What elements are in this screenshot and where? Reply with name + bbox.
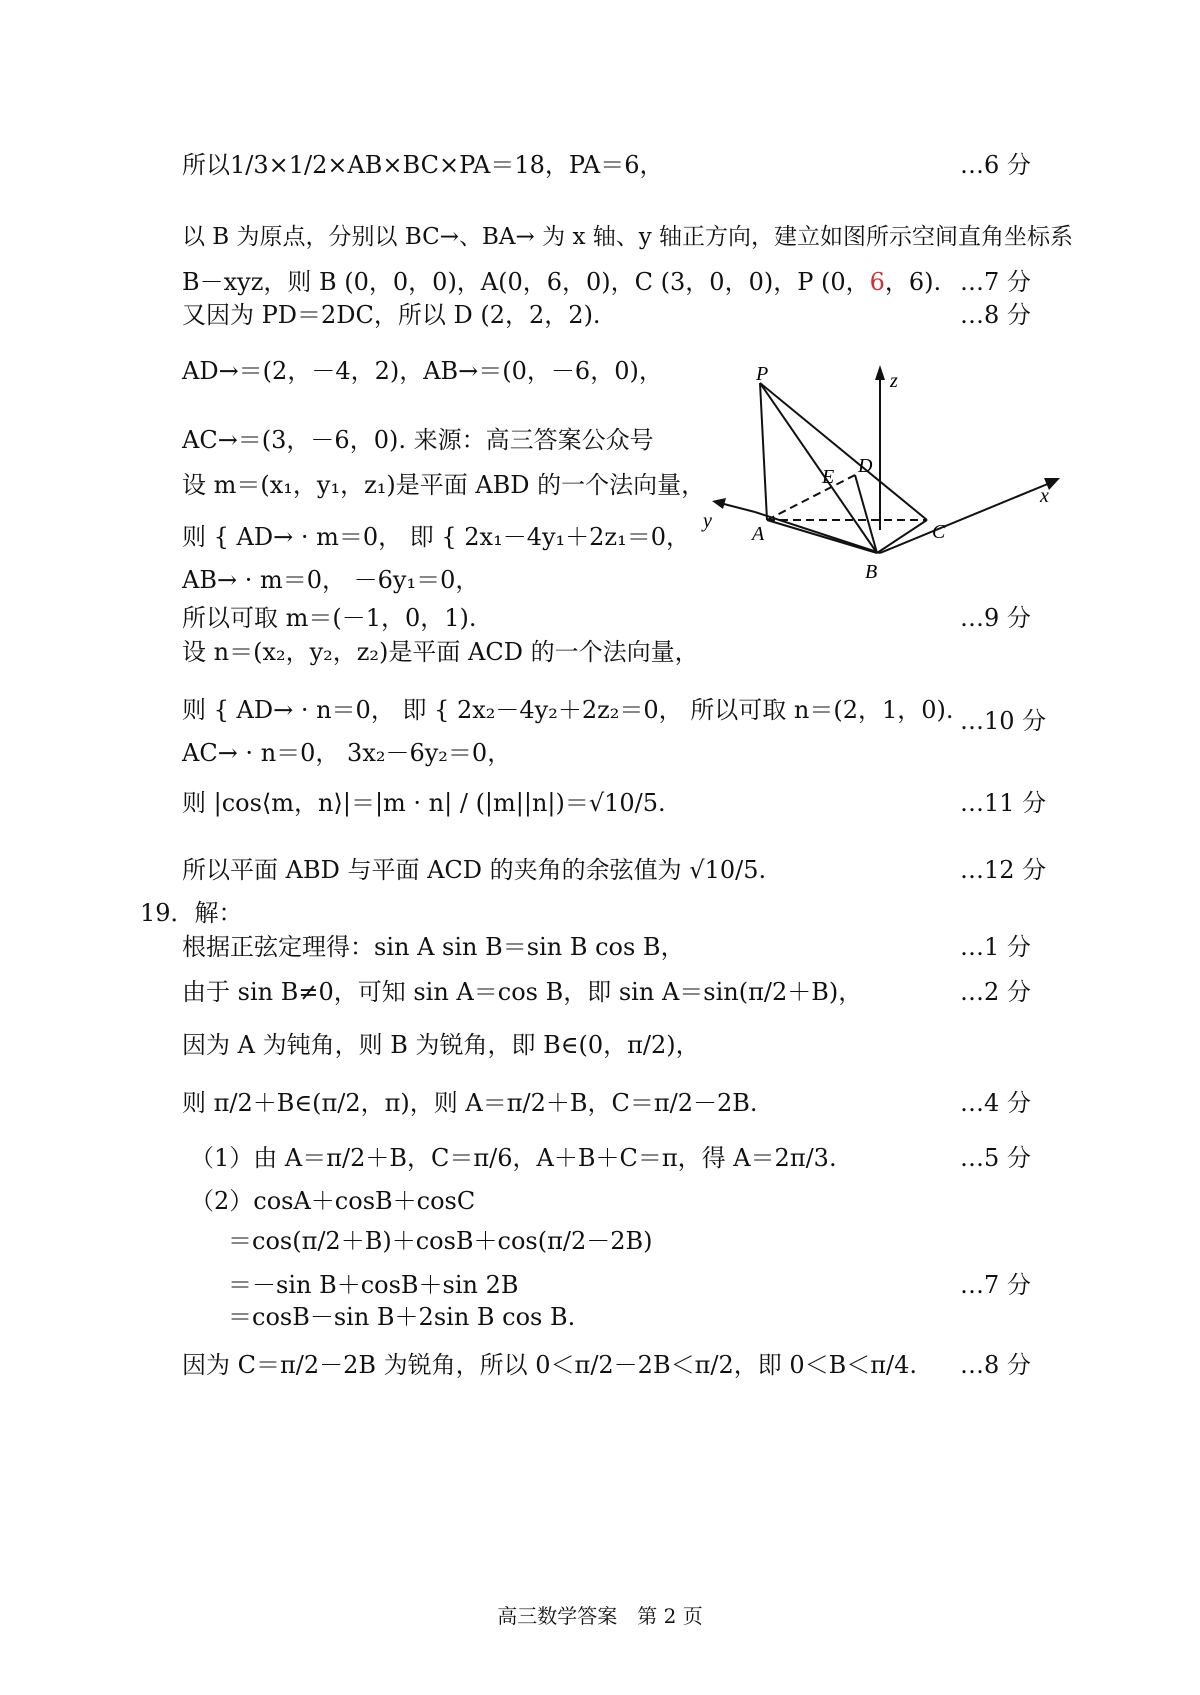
score-11: …11 分: [960, 789, 1047, 817]
y-axis-segment: [755, 512, 880, 553]
line-part2-step3: ＝cosB－sin B＋2sin B cos B.: [228, 1303, 576, 1331]
score-10: …10 分: [960, 707, 1047, 735]
label-A: A: [752, 523, 765, 545]
z-axis-arrow: [875, 365, 885, 380]
label-C: C: [932, 521, 946, 543]
score-8a: …8 分: [960, 301, 1031, 329]
line-B-range: 因为 A 为钝角，则 B 为锐角，即 B∈(0，π/2)，: [182, 1031, 700, 1059]
score-5: …5 分: [960, 1144, 1031, 1172]
line-sinA-cosB: 由于 sin B≠0，可知 sin A＝cos B，即 sin A＝sin(π/2＋B)，: [182, 978, 863, 1006]
line-part2: （2）cosA＋cosB＋cosC: [190, 1187, 476, 1215]
score-9: …9 分: [960, 604, 1031, 632]
line-point-d: 又因为 PD＝2DC，所以 D (2，2，2).: [182, 301, 601, 329]
line-part2-step2: ＝－sin B＋cosB＋sin 2B: [228, 1271, 519, 1299]
coord-text: B－xyz，则 B (0，0，0)，A(0，6，0)，C (3，0，0)，P (0，: [182, 268, 870, 296]
y-axis-arrow: [712, 498, 726, 509]
line-system-m-2: AB→ · m＝0， －6y₁＝0，: [182, 566, 480, 594]
score-1: …1 分: [960, 933, 1031, 961]
x-axis: [880, 483, 1050, 553]
label-B: B: [865, 561, 878, 583]
line-coord-system: 以 B 为原点，分别以 BC→、BA→ 为 x 轴、y 轴正方向，建立如图所示空间直角坐标系: [182, 224, 1074, 250]
problem-19-heading: 19．解：: [140, 899, 243, 927]
page-footer: 高三数学答案 第 2 页: [497, 1604, 703, 1628]
line-conclusion-18: 所以平面 ABD 与平面 ACD 的夹角的余弦值为 √10/5.: [182, 856, 767, 884]
line-sine-law: 根据正弦定理得：sin A sin B＝sin B cos B，: [182, 933, 685, 961]
coord-red-value: 6: [869, 268, 885, 296]
label-z: z: [890, 370, 898, 392]
score-4: …4 分: [960, 1089, 1031, 1117]
line-system-n-1: 则 { AD→ · n＝0， 即 { 2x₂－4y₂＋2z₂＝0， 所以可取 n＝(2，1，0).: [182, 696, 954, 724]
line-vec-ac: AC→＝(3，－6，0). 来源：高三答案公众号: [182, 426, 654, 454]
label-E: E: [822, 466, 835, 488]
score-2: …2 分: [960, 978, 1031, 1006]
score-6: …6 分: [960, 151, 1031, 179]
pyramid-figure: [700, 355, 1080, 620]
label-D: D: [858, 455, 873, 477]
line-coordinates: [182, 267, 941, 297]
y-axis: [720, 503, 755, 512]
score-8b: …8 分: [960, 1351, 1031, 1379]
line-part2-step1: ＝cos(π/2＋B)＋cosB＋cos(π/2－2B): [228, 1227, 653, 1255]
line-normal-n: 设 n＝(x₂，y₂，z₂)是平面 ACD 的一个法向量，: [182, 638, 699, 666]
coord-tail: ，6).: [884, 268, 942, 296]
edge-PA: [760, 383, 767, 520]
line-system-n-2: AC→ · n＝0， 3x₂－6y₂＝0，: [182, 739, 512, 767]
label-P: P: [756, 363, 769, 385]
score-7b: …7 分: [960, 1271, 1031, 1299]
score-7a: …7 分: [960, 268, 1031, 296]
edge-AD: [767, 475, 855, 520]
line-pa: 所以1/3×1/2×AB×BC×PA＝18，PA＝6，: [182, 151, 664, 179]
label-x: x: [1040, 485, 1049, 507]
edge-AB: [767, 520, 877, 553]
line-system-m-1: 则 { AD→ · m＝0， 即 { 2x₁－4y₁＋2z₁＝0，: [182, 523, 690, 551]
line-C-acute: 因为 C＝π/2－2B 为锐角，所以 0＜π/2－2B＜π/2，即 0＜B＜π/4.: [182, 1351, 918, 1379]
line-part1: （1）由 A＝π/2＋B，C＝π/6，A＋B＋C＝π，得 A＝2π/3.: [190, 1144, 837, 1172]
edge-PC: [760, 383, 927, 520]
line-m-result: 所以可取 m＝(－1，0，1).: [182, 604, 477, 632]
label-y: y: [703, 510, 712, 532]
line-vec-ad-ab: AD→＝(2，－4，2)，AB→＝(0，－6，0)，: [182, 357, 663, 385]
score-12: …12 分: [960, 856, 1047, 884]
line-A-C-expr: 则 π/2＋B∈(π/2，π)，则 A＝π/2＋B，C＝π/2－2B.: [182, 1089, 758, 1117]
edge-DB: [855, 475, 877, 553]
line-cos-angle: 则 |cos⟨m，n⟩|＝|m · n| / (|m||n|)＝√10/5.: [182, 789, 666, 817]
line-normal-m: 设 m＝(x₁，y₁，z₁)是平面 ABD 的一个法向量，: [182, 471, 706, 499]
